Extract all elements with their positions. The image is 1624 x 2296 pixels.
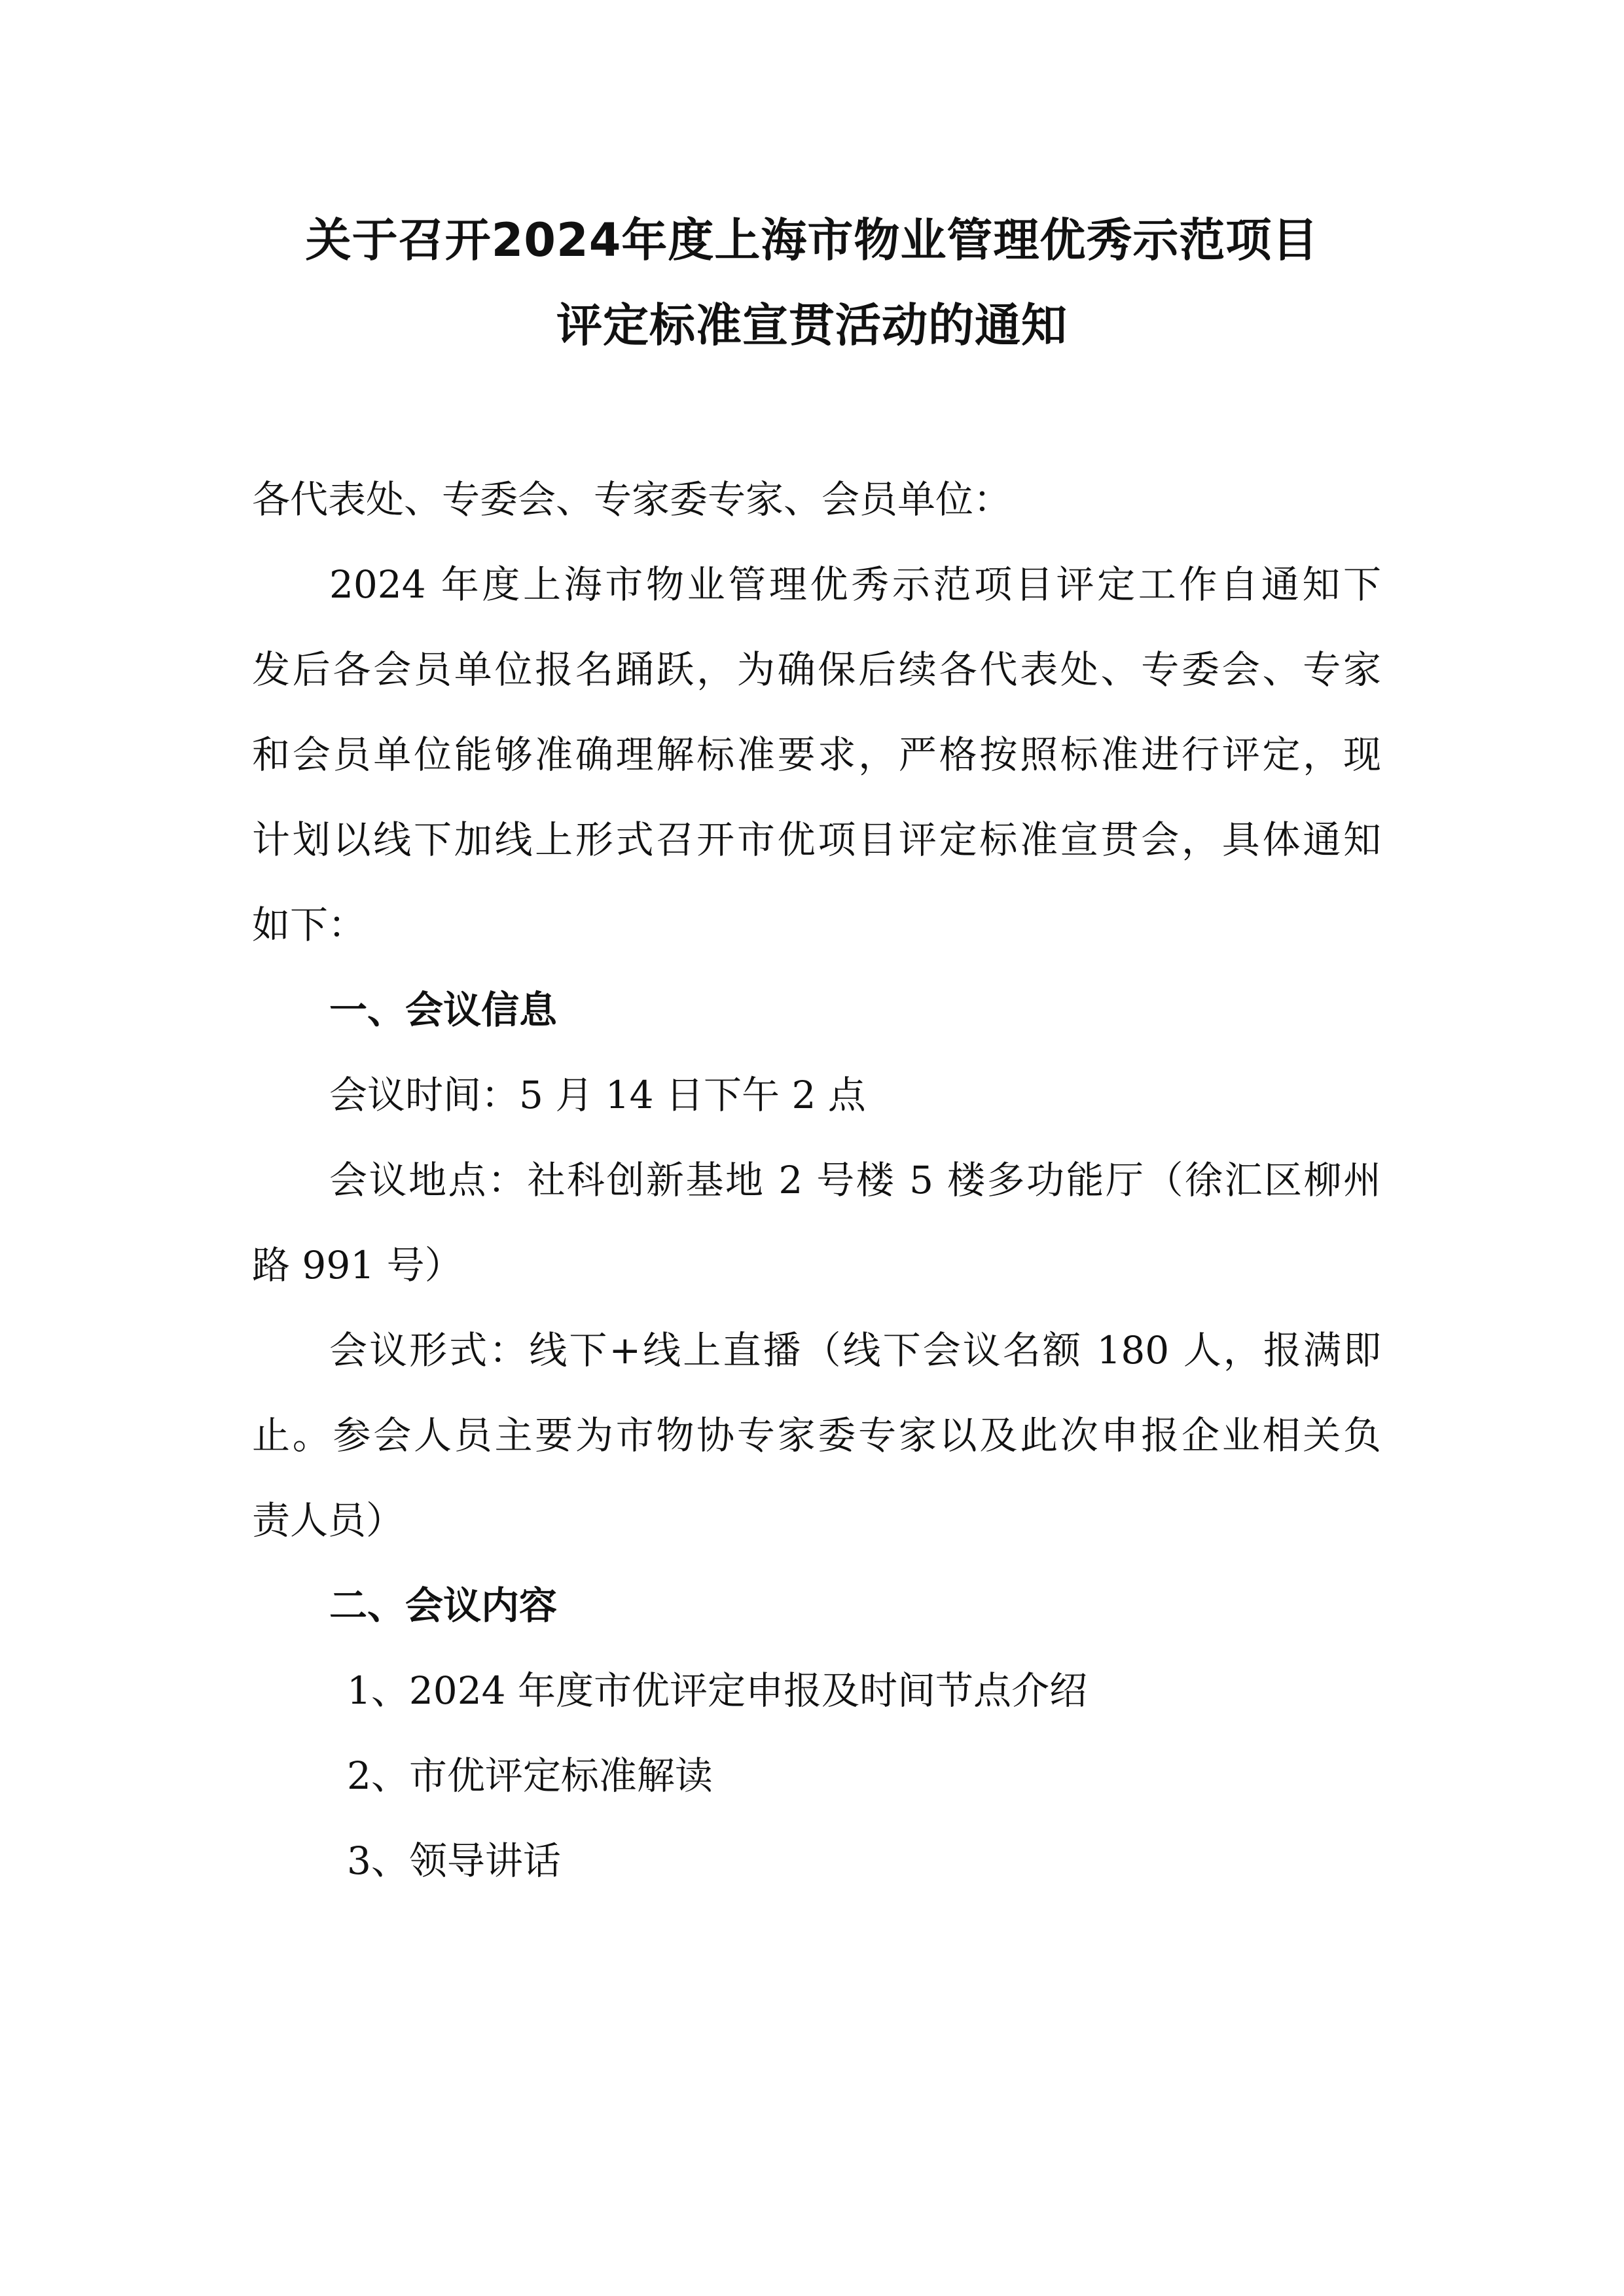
list-item: 2、市优评定标准解读 — [347, 1753, 713, 1798]
list-item: 1、2024 年度市优评定申报及时间节点介绍 — [347, 1668, 1087, 1713]
salutation: 各代表处、专委会、专家委专家、会员单位： — [252, 477, 1012, 522]
meeting-location-line-1: 会议地点：社科创新基地 2 号楼 5 楼多功能厅（徐汇区柳州 — [329, 1158, 1381, 1202]
document-title-line-1: 关于召开2024年度上海市物业管理优秀示范项目 — [305, 213, 1319, 267]
list-item: 3、领导讲话 — [347, 1839, 561, 1883]
intro-line-3: 和会员单位能够准确理解标准要求，严格按照标准进行评定，现 — [252, 732, 1381, 777]
intro-line-5: 如下： — [252, 903, 367, 947]
meeting-format-line-3: 责人员） — [252, 1498, 405, 1543]
section-2-heading: 二、会议内容 — [329, 1583, 558, 1628]
meeting-format-line-2: 止。参会人员主要为市物协专家委专家以及此次申报企业相关负 — [252, 1413, 1381, 1458]
meeting-location-line-2: 路 991 号） — [252, 1243, 463, 1287]
document-title-line-2: 评定标准宣贯活动的通知 — [556, 298, 1068, 352]
intro-line-1: 2024 年度上海市物业管理优秀示范项目评定工作自通知下 — [329, 562, 1381, 607]
meeting-time: 会议时间：5 月 14 日下午 2 点 — [329, 1073, 866, 1117]
intro-line-4: 计划以线下加线上形式召开市优项目评定标准宣贯会，具体通知 — [252, 817, 1381, 862]
section-1-heading: 一、会议信息 — [329, 988, 558, 1032]
meeting-format-line-1: 会议形式：线下+线上直播（线下会议名额 180 人，报满即 — [329, 1328, 1381, 1372]
intro-line-2: 发后各会员单位报名踊跃，为确保后续各代表处、专委会、专家 — [252, 647, 1381, 692]
